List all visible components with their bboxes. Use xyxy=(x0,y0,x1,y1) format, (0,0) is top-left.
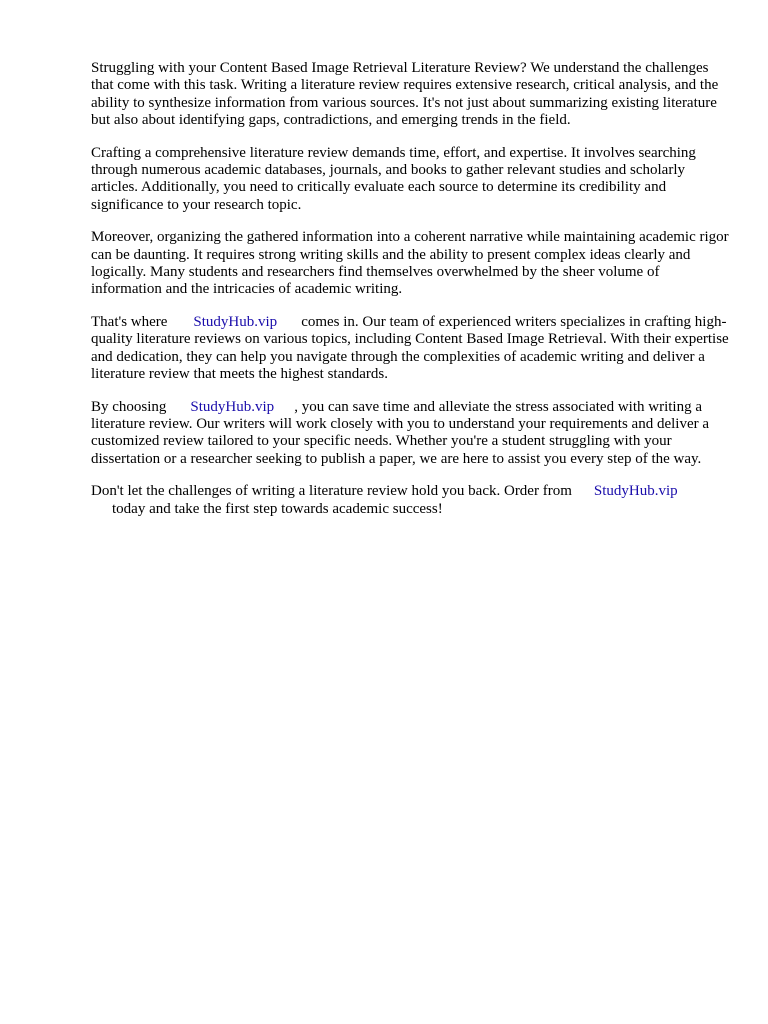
paragraph-text: , you can save time and alleviate the stress associated with writing a literature review. Our writers will work closely with you to understand your requirements and deliver a customized review tailored to your specific needs. Whether you're a student struggling with your dissertation or a researcher seeking to publish a paper, we are here to assist you every step of the way. xyxy=(91,398,710,467)
paragraph-text: today and take the first step towards academic success! xyxy=(112,500,443,517)
studyhub-link[interactable]: StudyHub.vip xyxy=(193,313,278,330)
studyhub-link[interactable]: StudyHub.vip xyxy=(593,483,678,500)
paragraph-organizing: Moreover, organizing the gathered information into a coherent narrative while maintaining academic rigor can be daunting. It requires strong writing skills and the ability to present complex ideas clearly and logically. Many students and researchers find themselves overwhelmed by the sheer volume of information and the intricacies of academic writing. xyxy=(91,229,729,298)
paragraph-thats-where xyxy=(91,314,731,384)
paragraph-text: By choosing xyxy=(91,398,167,415)
paragraph-order xyxy=(91,483,731,518)
paragraph-text: That's where xyxy=(91,313,168,330)
paragraph-intro: Struggling with your Content Based Image Retrieval Literature Review? We understand the challenges that come with this task. Writing a literature review requires extensive research, critical analysis, and the ability to synthesize information from various sources. It's not just about summarizing existing literature but also about identifying gaps, contradictions, and emerging trends in the field. xyxy=(91,60,719,129)
paragraph-by-choosing xyxy=(91,399,731,469)
studyhub-link[interactable]: StudyHub.vip xyxy=(190,398,275,415)
paragraph-text: Don't let the challenges of writing a literature review hold you back. Order from xyxy=(91,483,572,500)
paragraph-crafting: Crafting a comprehensive literature review demands time, effort, and expertise. It involves searching through numerous academic databases, journals, and books to gather relevant studies and scholarly articles. Additionally, you need to critically evaluate each source to determine its credibility and significance to your research topic. xyxy=(91,144,696,213)
paragraph-text: comes in. Our team of experienced writers specializes in crafting high-quality literature reviews on various topics, including Content Based Image Retrieval. With their expertise and dedication, they can help you navigate through the complexities of academic writing and deliver a literature review that meets the highest standards. xyxy=(91,313,729,383)
document-page xyxy=(91,60,731,533)
